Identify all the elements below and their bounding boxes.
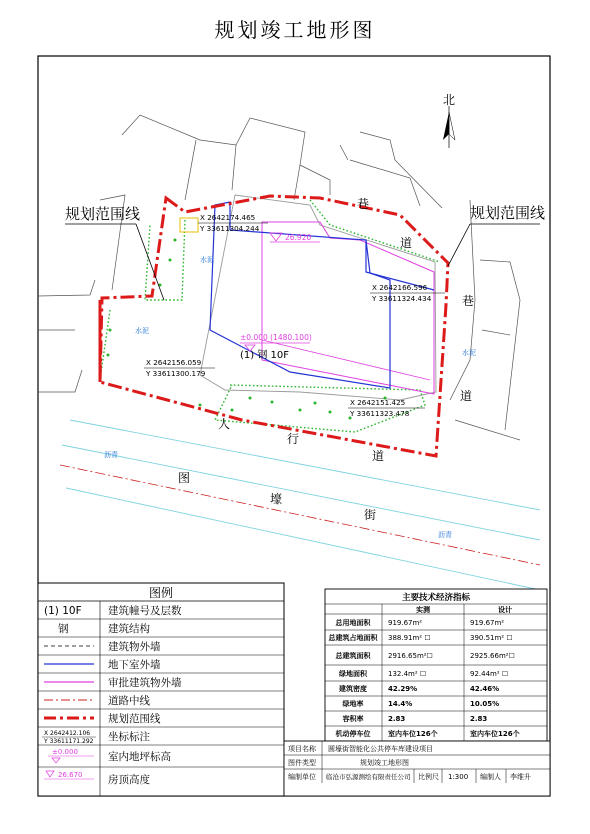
sidewalk-char-2: 行 bbox=[287, 432, 300, 446]
page-title: 规划竣工地形图 bbox=[214, 18, 376, 42]
legend-label: 建筑结构 bbox=[108, 623, 150, 635]
road-center-line bbox=[60, 465, 540, 565]
tech-cell: 室内车位126个 bbox=[388, 730, 438, 738]
coord-x: X 2642174.465 bbox=[200, 213, 256, 222]
tech-cell: 92.44m² ☐ bbox=[470, 670, 509, 678]
legend-title: 图例 bbox=[148, 586, 174, 600]
tech-cell: 132.4m² ☐ bbox=[388, 670, 427, 678]
material-label: 水泥 bbox=[135, 327, 149, 335]
info-table bbox=[284, 741, 550, 796]
roof-height-value: 26.920 bbox=[285, 233, 312, 242]
coord-x: X 2642156.059 bbox=[146, 358, 202, 367]
material-label: 沥青 bbox=[104, 451, 118, 459]
road-xiang-2: 巷 bbox=[462, 294, 475, 308]
legend-label: 室内地坪标高 bbox=[108, 751, 171, 763]
tech-row-label: 容积率 bbox=[342, 715, 364, 723]
tech-head: 设计 bbox=[498, 606, 512, 614]
tech-row-label: 总建筑面积 bbox=[335, 652, 371, 660]
street-char-1: 图 bbox=[178, 471, 191, 485]
legend-symbol-floor-elev: ±0.000 bbox=[52, 748, 78, 756]
info-value-project: 圆壕街智能化公共停车库建设项目 bbox=[328, 745, 433, 753]
material-label: 沥青 bbox=[438, 531, 452, 539]
tech-cell: 14.4% bbox=[388, 700, 413, 708]
legend-symbol-coord-x: X 2642412.106 bbox=[44, 730, 91, 737]
road-xiang-1: 巷 bbox=[357, 197, 370, 211]
tech-row-label: 绿地率 bbox=[342, 700, 364, 708]
material-label: 水泥 bbox=[462, 349, 476, 357]
tech-table-title: 主要技术经济指标 bbox=[401, 593, 471, 603]
coord-y: Y 33611304.244 bbox=[200, 224, 260, 233]
legend-label: 地下室外墙 bbox=[108, 659, 161, 671]
tech-cell: 919.67m² bbox=[470, 619, 505, 627]
info-value-scale: 1:300 bbox=[448, 773, 469, 781]
coord-y: Y 33611324.434 bbox=[372, 294, 432, 303]
boundary-label-left: 规划范围线 bbox=[65, 205, 141, 223]
info-value-unit: 临沧市弘源测绘有限责任公司 bbox=[326, 773, 411, 781]
info-label-scale: 比例尺 bbox=[418, 773, 439, 781]
street-edges bbox=[62, 420, 540, 590]
tech-cell: 2925.66m²☐ bbox=[470, 652, 515, 660]
tech-cell: 10.05% bbox=[470, 700, 500, 708]
tech-cell: 2.83 bbox=[470, 715, 488, 723]
tech-cell: 室内车位126个 bbox=[470, 730, 520, 738]
tech-row-label: 机动停车位 bbox=[335, 730, 371, 738]
info-label-project: 项目名称 bbox=[288, 745, 316, 753]
legend-label: 建筑物外墙 bbox=[108, 641, 161, 653]
legend-symbol-roof: 26.670 bbox=[58, 771, 83, 779]
tech-row-label: 总建筑占地面积 bbox=[328, 634, 378, 642]
street-char-2: 壕 bbox=[270, 492, 283, 506]
legend-label: 坐标标注 bbox=[108, 731, 150, 743]
tech-cell: 919.67m² bbox=[388, 619, 423, 627]
sidewalk-char-3: 道 bbox=[372, 449, 385, 463]
legend-label: 建筑幢号及层数 bbox=[108, 605, 182, 617]
coord-x: X 2642166.596 bbox=[372, 283, 428, 292]
tech-row-label: 总用地面积 bbox=[335, 619, 371, 627]
tech-cell: 390.51m² ☐ bbox=[470, 634, 513, 642]
topographic-map bbox=[38, 93, 545, 590]
tech-cell: 388.91m² ☐ bbox=[388, 634, 431, 642]
material-label: 水泥 bbox=[200, 256, 214, 264]
info-label-unit: 编制单位 bbox=[288, 773, 316, 781]
legend-label: 道路中线 bbox=[108, 695, 150, 707]
street-char-3: 街 bbox=[364, 508, 377, 522]
coord-x: X 2642151.425 bbox=[350, 398, 406, 407]
north-arrow-icon bbox=[443, 106, 455, 148]
building-label: (1) 钢 10F bbox=[240, 350, 289, 361]
coord-y: Y 33611323.478 bbox=[350, 409, 410, 418]
tech-indicator-table bbox=[325, 589, 547, 741]
legend-label: 规划范围线 bbox=[108, 713, 161, 725]
info-value-author: 李维升 bbox=[510, 773, 531, 781]
legend-symbol-building-no: (1) 10F bbox=[44, 605, 82, 617]
sidewalk-char-1: 人 bbox=[218, 417, 231, 431]
tech-cell: 2916.65m²☐ bbox=[388, 652, 433, 660]
boundary-label-right: 规划范围线 bbox=[470, 204, 546, 222]
north-label: 北 bbox=[442, 93, 456, 107]
yellow-box bbox=[180, 218, 198, 232]
legend-symbol-coord-y: Y 33611171.292 bbox=[44, 738, 94, 745]
floor-elevation-value: ±0.000 (1480.100) bbox=[240, 333, 312, 342]
legend-label: 审批建筑物外墙 bbox=[108, 677, 182, 689]
tech-cell: 42.29% bbox=[388, 685, 418, 693]
legend-symbol-structure: 钢 bbox=[58, 623, 69, 635]
tech-row-label: 建筑密度 bbox=[339, 685, 367, 693]
info-label-type: 图件类型 bbox=[288, 759, 316, 767]
coord-y: Y 33611300.179 bbox=[146, 369, 206, 378]
info-value-type: 规划竣工地形图 bbox=[360, 759, 409, 767]
tech-cell: 42.46% bbox=[470, 685, 500, 693]
tech-cell: 2.83 bbox=[388, 715, 406, 723]
info-label-author: 编制人 bbox=[480, 773, 501, 781]
road-dao-1: 道 bbox=[400, 236, 413, 250]
legend-label: 房顶高度 bbox=[108, 774, 150, 786]
tech-row-label: 绿地面积 bbox=[339, 670, 367, 678]
road-dao-2: 道 bbox=[460, 389, 473, 403]
tech-head: 实测 bbox=[416, 606, 430, 614]
legend bbox=[38, 583, 284, 796]
